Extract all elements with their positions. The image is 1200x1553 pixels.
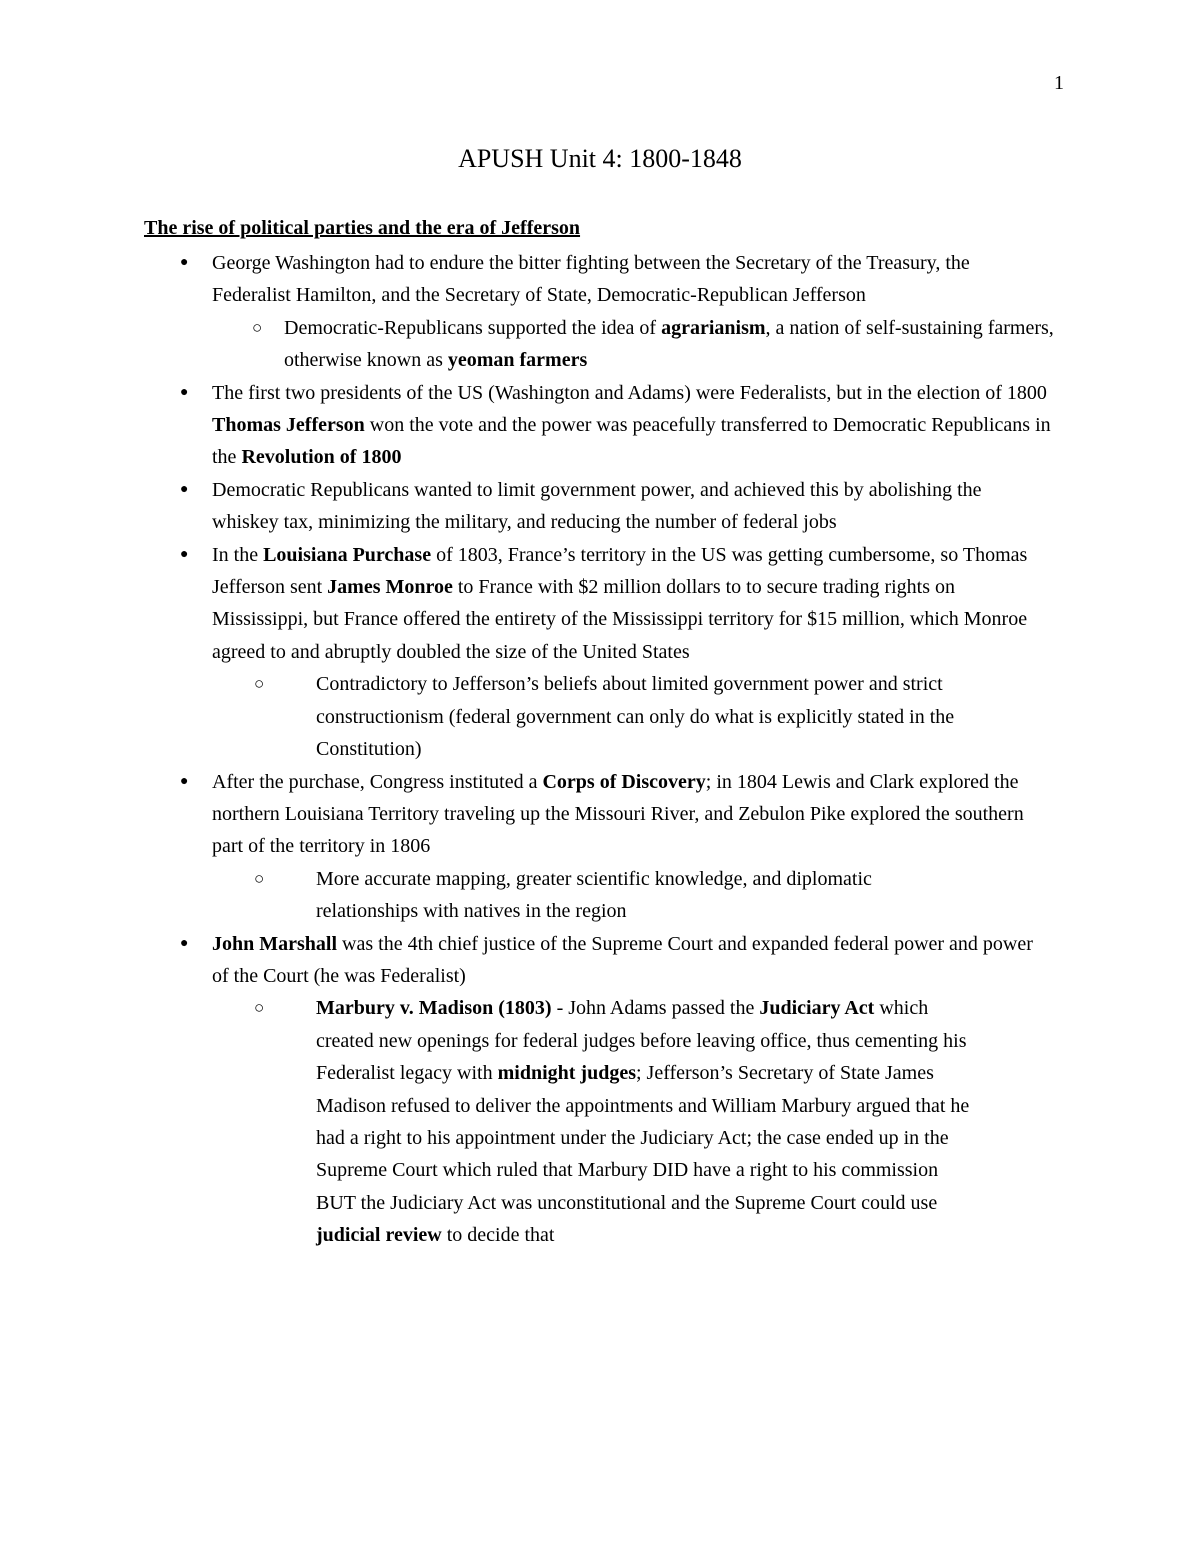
bullet-item [0,377,1052,474]
notes-list [0,247,1200,1252]
hollow-circle-bullet-icon: ○ [254,998,265,1018]
sub-bullet-text: Contradictory to Jefferson’s beliefs about limited government power and strict constructionism (federal government can only do what is explicitly stated in the Constitution) [316,673,955,761]
key-term: John Marshall [212,932,338,955]
key-term: yeoman farmers [447,349,588,372]
bullet-item [0,474,1052,539]
bullet-text: George Washington had to endure the bitter fighting between the Secretary of the Treasury, the Federalist Hamilton, and the Secretary of State, Democratic-Republican Jefferson [212,252,970,307]
sub-bullet-item [0,863,976,928]
hollow-circle-bullet-icon: ○ [254,868,265,888]
sub-bullet-item [0,992,976,1251]
key-term: Judiciary Act [759,997,875,1020]
sub-bullet-text: Marbury v. Madison (1803) - John Adams passed the Judiciary Act which created new openings for federal judges before leaving office, thus cementing his Federalist legacy with midnight judges; Jefferson’s Secretary of State James Madison refused to deliver the appointments and William Marbury argued that he had a right to his appointment under the Judiciary Act; the case ended up in the Supreme Court which ruled that Marbury DID have a right to his commission BUT the Judiciary Act was unconstitutional and the Supreme Court could use judicial review to decide that [316,997,970,1247]
bullet-text: After the purchase, Congress instituted a Corps of Discovery; in 1804 Lewis and Clark explored the northern Louisiana Territory traveling up the Missouri River, and Zebulon Pike explored the southern part of the territory in 1806 [212,770,1024,858]
key-term: Marbury v. Madison (1803) [316,997,552,1020]
filled-circle-bullet-icon: ● [180,384,189,400]
key-term: agrarianism [661,316,766,339]
key-term: Thomas Jefferson [212,414,365,437]
bullet-text: In the Louisiana Purchase of 1803, France’s territory in the US was getting cumbersome, so Thomas Jefferson sent James Monroe to France with $2 million dollars to to secure trading rights on Mississippi, but France offered the entirety of the Mississippi territory for $15 million, which Monroe agreed to and abruptly doubled the size of the United States [212,543,1028,663]
filled-circle-bullet-icon: ● [180,255,189,270]
key-term: Corps of Discovery [542,770,706,793]
key-term: Louisiana Purchase [263,543,432,566]
bullet-item [0,928,1052,993]
filled-circle-bullet-icon: ● [180,481,189,497]
filled-circle-bullet-icon: ● [180,546,189,562]
bullet-text: John Marshall was the 4th chief justice of the Supreme Court and expanded federal power and power of the Court (he was Federalist) [212,932,1033,987]
filled-circle-bullet-icon: ● [180,935,189,951]
hollow-circle-bullet-icon: ○ [254,674,265,694]
sub-bullet-item [0,312,1064,377]
bullet-text: Democratic Republicans wanted to limit government power, and achieved this by abolishing the whiskey tax, minimizing the military, and reducing the number of federal jobs [212,478,982,534]
bullet-item [0,247,1052,312]
section-heading: The rise of political parties and the era of Jefferson [144,217,581,239]
bullet-text: The first two presidents of the US (Washington and Adams) were Federalists, but in the election of 1800 Thomas Jefferson won the vote and the power was peacefully transferred to Democratic Republicans in the Revolution of 1800 [212,381,1051,469]
bullet-item [0,539,1052,669]
sub-bullet-text: More accurate mapping, greater scientific knowledge, and diplomatic relationships with natives in the region [316,867,872,923]
key-term: James Monroe [327,576,453,599]
page-number: 1 [1054,72,1064,94]
bullet-item [0,766,1052,863]
key-term: judicial review [316,1224,442,1247]
filled-circle-bullet-icon: ● [180,773,189,789]
hollow-circle-bullet-icon: ○ [252,317,263,337]
key-term: Revolution of 1800 [241,446,402,469]
key-term: midnight judges [497,1062,636,1085]
sub-bullet-text: Democratic-Republicans supported the idea of agrarianism, a nation of self-sustaining farmers, otherwise known as yeoman farmers [284,316,1054,372]
document-title: APUSH Unit 4: 1800-1848 [458,144,742,173]
sub-bullet-item [0,668,976,765]
